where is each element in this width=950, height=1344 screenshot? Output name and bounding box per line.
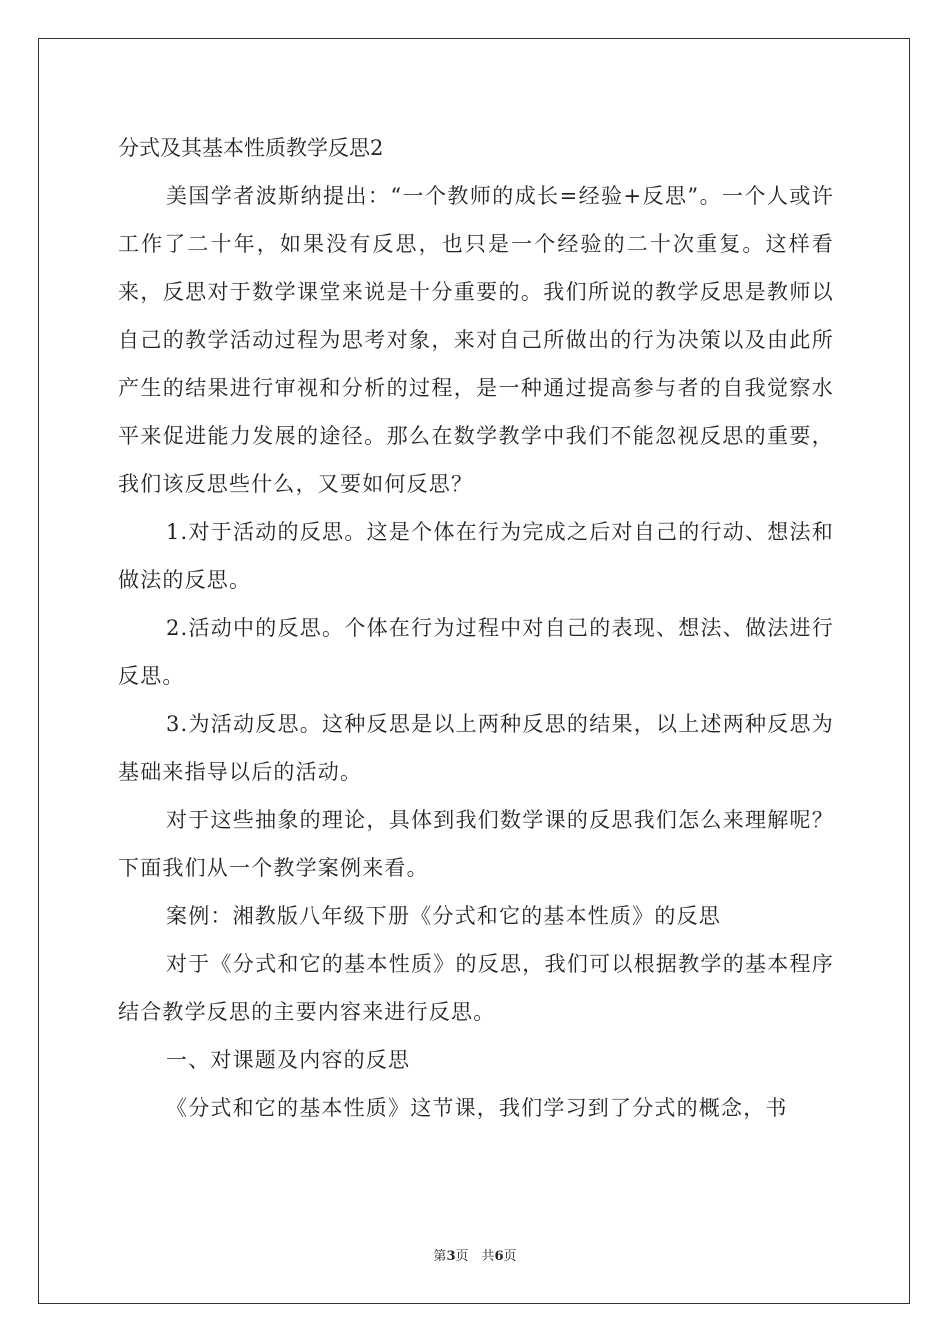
paragraph-point-3: 3.为活动反思。这种反思是以上两种反思的结果，以上述两种反思为基础来指导以后的活动。 (118, 712, 834, 784)
footer-suffix: 页 (503, 1249, 517, 1264)
paragraph-section-1: 《分式和它的基本性质》这节课，我们学习到了分式的概念，书 (166, 1096, 788, 1120)
footer-current-page: 3 (446, 1249, 456, 1264)
footer-prefix: 第 (433, 1249, 447, 1264)
paragraph-transition: 对于这些抽象的理论，具体到我们数学课的反思我们怎么来理解呢？下面我们从一个教学案例来看。 (118, 808, 834, 880)
paragraph-intro: 美国学者波斯纳提出：“一个教师的成长=经验+反思”。一个人或许工作了二十年，如果没有反思，也只是一个经验的二十次重复。这样看来，反思对于数学课堂来说是十分重要的。我们所说的教学反思是教师以自己的教学活动过程为思考对象，来对自己所做出的行为决策以及由此所产生的结果进行审视和分析的过程，是一种通过提高参与者的自我觉察水平来促进能力发展的途径。那么在数学教学中我们不能忽视反思的重要，我们该反思些什么，又要如何反思？ (118, 184, 834, 496)
page-footer (0, 1245, 950, 1264)
paragraph-point-1: 1.对于活动的反思。这是个体在行为完成之后对自己的行动、想法和做法的反思。 (118, 520, 834, 592)
document-body (118, 124, 834, 1132)
footer-total-pages: 6 (494, 1249, 504, 1264)
footer-mid: 页 共 (455, 1249, 495, 1264)
document-title: 分式及其基本性质教学反思2 (118, 136, 384, 160)
paragraph-point-2: 2.活动中的反思。个体在行为过程中对自己的表现、想法、做法进行反思。 (118, 616, 834, 688)
section-heading-1: 一、对课题及内容的反思 (166, 1048, 411, 1072)
paragraph-case-heading: 案例：湘教版八年级下册《分式和它的基本性质》的反思 (166, 904, 721, 928)
paragraph-case-intro: 对于《分式和它的基本性质》的反思，我们可以根据教学的基本程序结合教学反思的主要内容来进行反思。 (118, 952, 834, 1024)
